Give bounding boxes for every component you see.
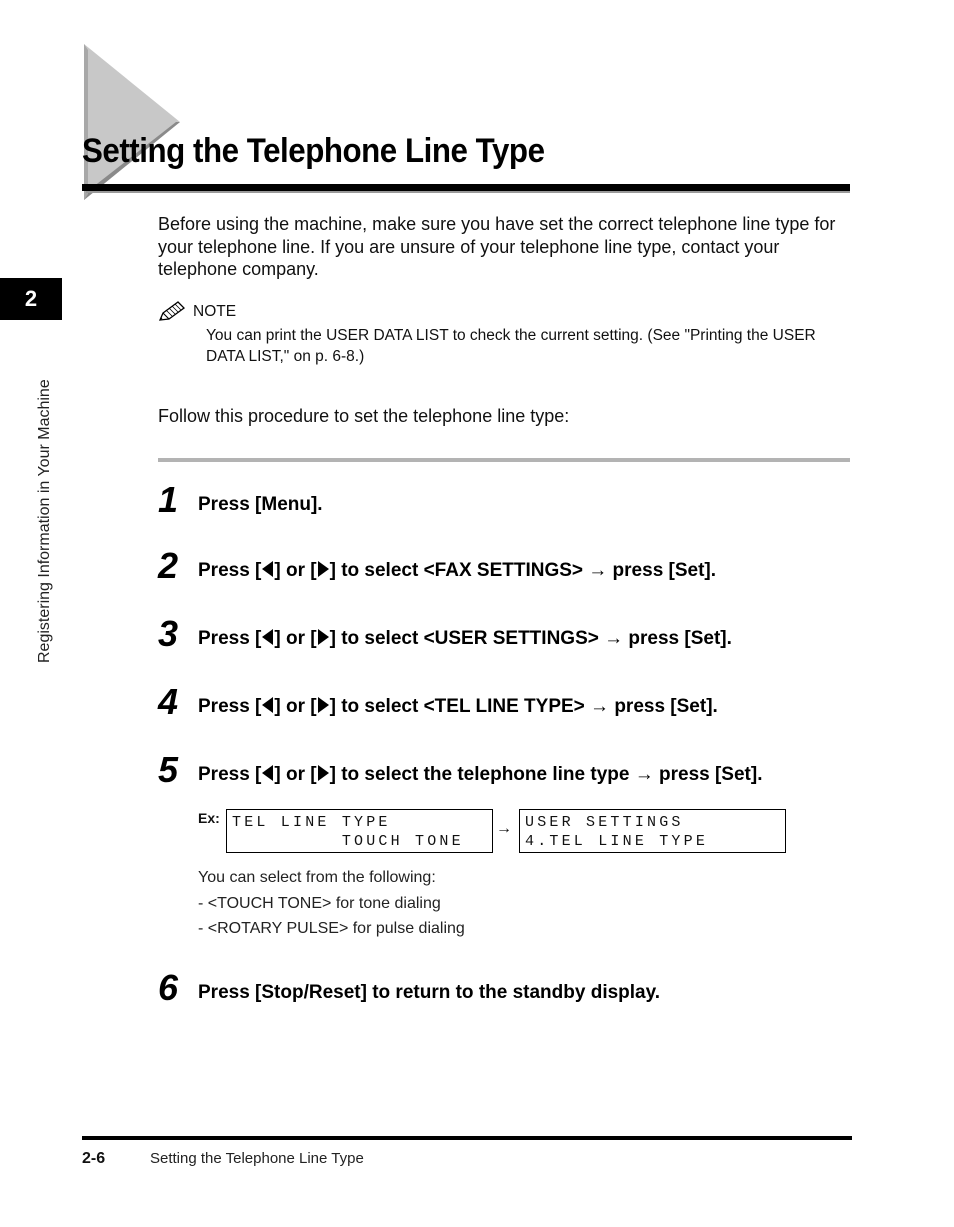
left-arrow-icon: [262, 561, 273, 577]
step-2-label-part3: ] to select <FAX SETTINGS>: [329, 560, 589, 581]
right-arrow-icon: [318, 765, 329, 781]
step-3-label-part1: Press [: [198, 628, 262, 649]
left-arrow-icon: [262, 765, 273, 781]
left-arrow-icon: [262, 629, 273, 645]
step-2-label-part1: Press [: [198, 560, 262, 581]
step-5-label-part1: Press [: [198, 764, 262, 785]
option-item: - <ROTARY PULSE> for pulse dialing: [198, 920, 465, 937]
step-1-number: 1: [158, 479, 179, 520]
lcd-1-line-1: TEL LINE TYPE: [232, 814, 391, 831]
step-3-number: 3: [158, 613, 179, 654]
note-text: You can print the USER DATA LIST to check the current setting. (See "Printing the USER DATA LIST," on p. 6-8.): [206, 327, 816, 365]
step-4-label-part4: press [Set].: [609, 696, 718, 717]
step-3-label-part2: ] or [: [274, 628, 317, 649]
procedure-rule: [158, 458, 850, 462]
page-number: 2-6: [82, 1150, 106, 1167]
step-3-label-part3: ] to select <USER SETTINGS>: [329, 628, 605, 649]
lcd-2-line-1: USER SETTINGS: [525, 814, 684, 831]
note-label: NOTE: [193, 303, 237, 320]
step-5-arrow: →: [634, 764, 654, 785]
title-rule: [82, 184, 850, 191]
step-4-label-part3: ] to select <TEL LINE TYPE>: [329, 696, 591, 717]
step-5-label-part4: press [Set].: [653, 764, 763, 785]
step-1-label: Press [Menu].: [198, 494, 323, 515]
option-item: - <TOUCH TONE> for tone dialing: [198, 895, 441, 912]
step-5-number: 5: [158, 749, 179, 790]
step-4-number: 4: [158, 681, 179, 722]
step-2-arrow: →: [588, 560, 608, 581]
step-4-text: [198, 696, 718, 718]
chapter-side-label: Registering Information in Your Machine: [36, 379, 53, 663]
step-6-label: Press [Stop/Reset] to return to the standby display.: [198, 982, 661, 1003]
chapter-tab: 2: [0, 278, 62, 320]
right-arrow-icon: [318, 561, 329, 577]
step-5-text: [198, 764, 762, 786]
example-label: Ex:: [198, 810, 220, 826]
step-5-label-part3: ] to select the telephone line type: [329, 764, 635, 785]
lcd-display-1: [226, 809, 493, 853]
footer-title: Setting the Telephone Line Type: [150, 1150, 364, 1167]
step-3-label-part4: press [Set].: [623, 628, 732, 649]
lcd-2-line-2: 4.TEL LINE TYPE: [525, 833, 709, 850]
step-3-arrow: →: [604, 628, 624, 649]
step-6-text: [198, 982, 660, 1004]
step-2-number: 2: [158, 545, 179, 586]
footer-rule: [82, 1136, 852, 1140]
step-2-label-part2: ] or [: [274, 560, 317, 581]
step-6-number: 6: [158, 967, 179, 1008]
title-rule-shadow: [86, 191, 850, 193]
page-title: Setting the Telephone Line Type: [82, 132, 545, 170]
title-triangle-decoration: [82, 44, 182, 204]
options-intro: You can select from the following:: [198, 869, 436, 886]
pencil-note-icon: [157, 300, 187, 324]
intro-paragraph: Before using the machine, make sure you have set the correct telephone line type for your telephone line. If you are unsure of your telephone line type, contact your telephone company.: [158, 214, 836, 279]
lcd-display-2: [519, 809, 786, 853]
step-3-text: [198, 628, 732, 650]
display-arrow-icon: →: [496, 820, 512, 837]
right-arrow-icon: [318, 629, 329, 645]
step-1-text: [198, 494, 323, 516]
step-2-text: [198, 560, 716, 582]
procedure-intro: Follow this procedure to set the telephone line type:: [158, 406, 570, 426]
lcd-1-line-2: TOUCH TONE: [232, 833, 464, 850]
left-arrow-icon: [262, 697, 273, 713]
step-4-label-part2: ] or [: [274, 696, 317, 717]
step-2-label-part4: press [Set].: [607, 560, 717, 581]
step-4-arrow: →: [590, 696, 610, 717]
step-4-label-part1: Press [: [198, 696, 262, 717]
right-arrow-icon: [318, 697, 329, 713]
step-5-label-part2: ] or [: [274, 764, 317, 785]
